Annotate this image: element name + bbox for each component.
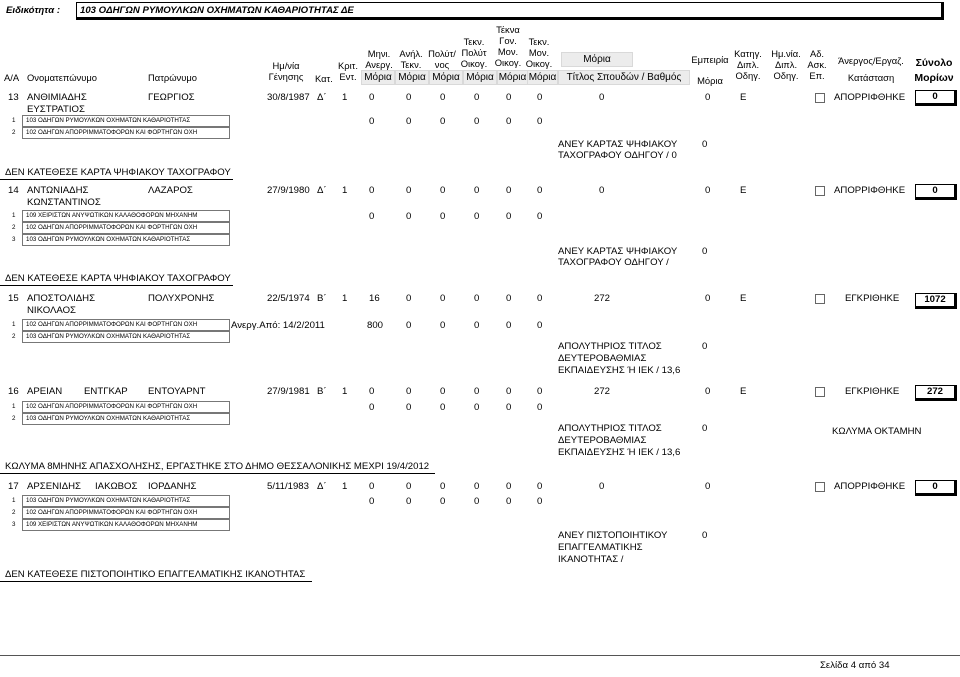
study-line: ΑΝΕΥ ΚΑΡΤΑΣ ΨΗΦΙΑΚΟΥ: [558, 246, 678, 257]
pref-m6: 0: [537, 496, 543, 507]
hdr-cat: Κατ.: [315, 73, 333, 84]
hdr-tekn-1: Τεκν.: [463, 36, 485, 47]
study-line: ΕΠΑΓΓΕΛΜΑΤΙΚΗΣ: [558, 542, 643, 553]
cand-total: 0: [915, 480, 957, 496]
cand-aa: 13: [8, 92, 19, 103]
hdr-exp-1: Εμπειρία: [691, 54, 729, 65]
cand-surname: ΑΠΟΣΤΟΛΙΔΗΣ: [27, 293, 96, 304]
cand-m1: 0: [369, 386, 375, 397]
hdr-total: [908, 57, 960, 84]
cand-m4: 0: [474, 293, 480, 304]
unemployed-since: Ανεργ.Από: 14/2/2011: [231, 320, 325, 331]
page-number: Σελίδα 4 από 34: [820, 660, 890, 671]
pref-num: 2: [12, 509, 16, 516]
cand-m4: 0: [474, 386, 480, 397]
pref-m1: 0: [369, 116, 375, 127]
pref-m5: 0: [506, 496, 512, 507]
cand-m6: 0: [537, 92, 543, 103]
pref-num: 1: [12, 117, 16, 124]
hdr-crit-2: Εντ.: [339, 71, 357, 82]
hdr-tg-1: Τέκνα: [496, 24, 520, 35]
cand-firstname: ΚΩΝΣΤΑΝΤΙΝΟΣ: [27, 197, 101, 208]
hdr-lcat-2: Διπλ.: [736, 59, 760, 70]
cand-license: Ε: [740, 92, 747, 103]
hdr-tekn: [458, 36, 490, 69]
pref-spec-text: 103 ΟΔΗΓΩΝ ΡΥΜΟΥΛΚΩΝ ΟΧΗΜΑΤΩΝ ΚΑΘΑΡΙΟΤΗΤΑΣ: [26, 236, 191, 243]
cand-status: ΕΓΚΡΙΘΗΚΕ: [845, 386, 900, 397]
cand-m2: 0: [406, 92, 412, 103]
cand-surname: ΑΡΕΙΑΝ: [27, 386, 63, 397]
hdr-practice-license: [804, 48, 830, 81]
cand-surname: ΑΝΤΩΝΙΑΔΗΣ: [27, 185, 89, 196]
pref-spec-text: 103 ΟΔΗΓΩΝ ΡΥΜΟΥΛΚΩΝ ΟΧΗΜΑΤΩΝ ΚΑΘΑΡΙΟΤΗΤΑΣ: [26, 117, 191, 124]
hdr-moria-6: Μόρια: [528, 72, 557, 83]
pref-num: 1: [12, 321, 16, 328]
hdr-moria-group: Μόρια: [561, 52, 633, 67]
pref-m4: 0: [474, 402, 480, 413]
cand-crit: 1: [342, 92, 348, 103]
pref-spec-text: 102 ΟΔΗΓΩΝ ΑΠΟΡΡΙΜΜΑΤΟΦΟΡΩΝ ΚΑΙ ΦΟΡΤΗΓΩΝ ΟΧΗ: [26, 224, 198, 231]
pref-num: 1: [12, 497, 16, 504]
pref-spec-text: 102 ΟΔΗΓΩΝ ΑΠΟΡΡΙΜΜΑΤΟΦΟΡΩΝ ΚΑΙ ΦΟΡΤΗΓΩΝ ΟΧΗ: [26, 403, 198, 410]
study-line: ΤΑΧΟΓΡΑΦΟΥ ΟΔΗΓΟΥ / 0: [558, 150, 677, 161]
cand-m4: 0: [474, 481, 480, 492]
pref-m1: 0: [369, 402, 375, 413]
cand-aa: 16: [8, 386, 19, 397]
cand-cat: Β΄: [317, 386, 327, 397]
pref-m6: 0: [537, 402, 543, 413]
pref-spec: [22, 401, 230, 413]
cand-firstname: ΕΝΤΓΚΑΡ: [84, 386, 128, 397]
cand-birth: 27/9/1981: [267, 386, 310, 397]
cand-total: 272: [915, 385, 957, 401]
pref-spec-text: 103 ΟΔΗΓΩΝ ΡΥΜΟΥΛΚΩΝ ΟΧΗΜΑΤΩΝ ΚΑΘΑΡΙΟΤΗΤΑΣ: [26, 415, 191, 422]
pref-m1: 0: [369, 211, 375, 222]
hdr-tg-4: Οικογ.: [494, 57, 522, 68]
study-line: ΑΝΕΥ ΚΑΡΤΑΣ ΨΗΦΙΑΚΟΥ: [558, 139, 678, 150]
cand-m1: 0: [369, 92, 375, 103]
cand-cat: Δ΄: [317, 92, 327, 103]
pref-m1: 800: [367, 320, 384, 331]
cand-cat: Β΄: [317, 293, 327, 304]
pref-m6: 0: [537, 116, 543, 127]
pref-spec: [22, 413, 230, 425]
restriction-side-note: ΚΩΛΥΜΑ ΟΚΤΑΜΗΝ: [832, 426, 922, 437]
pref-m1: 0: [369, 496, 375, 507]
hdr-moria-4: Μόρια: [463, 70, 497, 85]
practice-license-checkbox[interactable]: [815, 387, 825, 397]
hdr-child-single: [523, 36, 555, 69]
cand-study-moria: 272: [594, 293, 611, 304]
cand-m5: 0: [506, 386, 512, 397]
cand-m5: 0: [506, 481, 512, 492]
cand-m3: 0: [440, 293, 446, 304]
cand-total: 0: [915, 184, 957, 200]
hdr-birth-2: Γένησης: [268, 71, 304, 82]
hdr-license-cat: [730, 48, 766, 81]
pref-spec: [22, 519, 230, 531]
pref-spec-text: 102 ΟΔΗΓΩΝ ΑΠΟΡΡΙΜΜΑΤΟΦΟΡΩΝ ΚΑΙ ΦΟΡΤΗΓΩΝ ΟΧΗ: [26, 321, 198, 328]
candidate-note: ΔΕΝ ΚΑΤΕΘΕΣΕ ΚΑΡΤΑ ΨΗΦΙΑΚΟΥ ΤΑΧΟΓΡΑΦΟΥ: [5, 273, 231, 284]
hdr-tekn-2: Πολύτ: [461, 47, 487, 58]
cand-m6: 0: [537, 293, 543, 304]
cand-m3: 0: [440, 481, 446, 492]
hdr-tm-2: Μον.: [528, 47, 550, 58]
pref-spec: [22, 331, 230, 343]
hdr-status-1: Άνεργος/Εργαζ.: [838, 55, 904, 66]
pref-m5: 0: [506, 211, 512, 222]
hdr-ldate-2: Διπλ.: [774, 59, 798, 70]
cand-aa: 17: [8, 481, 19, 492]
cand-total: 0: [915, 90, 957, 106]
study-line: ΑΠΟΛΥΤΗΡΙΟΣ ΤΙΤΛΟΣ: [558, 423, 662, 434]
hdr-experience: [688, 54, 732, 86]
cand-m6: 0: [537, 386, 543, 397]
cand-exp: 0: [705, 386, 711, 397]
note-underline: [0, 581, 312, 582]
pref-num: 3: [12, 236, 16, 243]
pref-num: 1: [12, 212, 16, 219]
cand-m4: 0: [474, 185, 480, 196]
cand-cat: Δ΄: [317, 481, 327, 492]
cand-license: Ε: [740, 185, 747, 196]
pref-spec: [22, 222, 230, 234]
hdr-total-2: Μορίων: [914, 72, 954, 84]
pref-m2: 0: [406, 211, 412, 222]
hdr-unemp-1: Μηνι.: [367, 48, 391, 59]
pref-spec-text: 109 ΧΕΙΡΙΣΤΩΝ ΑΝΥΨΩΤΙΚΩΝ ΚΑΛΑΘΟΦΟΡΩΝ ΜΗΧΑΝΗΜ: [26, 212, 198, 219]
pref-spec: [22, 319, 230, 331]
pref-num: 2: [12, 129, 16, 136]
study-moria-value: 0: [702, 423, 708, 434]
pref-spec: [22, 495, 230, 507]
hdr-multi: [426, 48, 458, 70]
hdr-multi-1: Πολύτ/: [428, 48, 456, 59]
cand-birth: 5/11/1983: [267, 481, 309, 492]
cand-study-moria: 0: [599, 481, 605, 492]
cand-father: ΓΕΩΡΓΙΟΣ: [148, 92, 195, 103]
pref-m4: 0: [474, 116, 480, 127]
footer-rule: [0, 655, 960, 656]
cand-status: ΑΠΟΡΡΙΦΘΗΚΕ: [834, 92, 906, 103]
study-line: ΕΚΠΑΙΔΕΥΣΗΣ Ή ΙΕΚ / 13,6: [558, 365, 681, 376]
cand-exp: 0: [705, 293, 711, 304]
pref-spec-text: 109 ΧΕΙΡΙΣΤΩΝ ΑΝΥΨΩΤΙΚΩΝ ΚΑΛΑΘΟΦΟΡΩΝ ΜΗΧΑΝΗΜ: [26, 521, 198, 528]
hdr-aa: Α/Α: [4, 72, 20, 83]
note-underline: [0, 179, 233, 180]
cand-crit: 1: [342, 386, 348, 397]
study-moria-value: 0: [702, 341, 708, 352]
candidate-note: ΔΕΝ ΚΑΤΕΘΕΣΕ ΠΙΣΤΟΠΟΙΗΤΙΚΟ ΕΠΑΓΓΕΛΜΑΤΙΚΗΣ ΙΚΑΝΟΤΗΤΑΣ: [5, 569, 306, 580]
hdr-tg-3: Μον.: [497, 46, 519, 57]
pref-spec: [22, 507, 230, 519]
study-line: ΙΚΑΝΟΤΗΤΑΣ /: [558, 554, 624, 565]
practice-license-checkbox[interactable]: [815, 93, 825, 103]
cand-birth: 22/5/1974: [267, 293, 310, 304]
hdr-name: Ονοματεπώνυμο: [27, 72, 97, 83]
pref-m2: 0: [406, 402, 412, 413]
pref-m4: 0: [474, 496, 480, 507]
pref-m3: 0: [440, 402, 446, 413]
hdr-exp-2: Μόρια: [697, 75, 723, 86]
cand-father: ΠΟΛΥΧΡΟΝΗΣ: [148, 293, 215, 304]
hdr-tekn-3: Οικογ.: [460, 58, 488, 69]
hdr-lcat-3: Οδηγ.: [735, 70, 761, 81]
pref-m6: 0: [537, 320, 543, 331]
pref-num: 2: [12, 415, 16, 422]
cand-surname: ΑΝΘΙΜΙΑΔΗΣ: [27, 92, 87, 103]
cand-firstname: ΕΥΣΤΡΑΤΙΟΣ: [27, 104, 85, 115]
pref-m3: 0: [440, 116, 446, 127]
pref-num: 1: [12, 403, 16, 410]
hdr-birth: [266, 60, 306, 82]
study-line: ΑΠΟΛΥΤΗΡΙΟΣ ΤΙΤΛΟΣ: [558, 341, 662, 352]
hdr-license-date: [768, 48, 804, 81]
note-underline: [0, 473, 435, 474]
pref-m4: 0: [474, 320, 480, 331]
practice-license-checkbox[interactable]: [815, 482, 825, 492]
pref-m3: 0: [440, 496, 446, 507]
hdr-study: Τίτλος Σπουδών / Βαθμός: [558, 70, 690, 85]
cand-study-moria: 0: [599, 185, 605, 196]
cand-cat: Δ΄: [317, 185, 327, 196]
hdr-ldate-3: Οδηγ.: [773, 70, 799, 81]
candidate-note: ΚΩΛΥΜΑ 8ΜΗΝΗΣ ΑΠΑΣΧΟΛΗΣΗΣ, ΕΡΓΑΣΤΗΚΕ ΣΤΟ ΔΗΜΟ ΘΕΣΣΑΛΟΝΙΚΗΣ ΜΕΧΡΙ 19/4/2012: [5, 461, 430, 472]
cand-m3: 0: [440, 185, 446, 196]
cand-m1: 16: [369, 293, 380, 304]
hdr-tg-2: Γον.: [499, 35, 517, 46]
cand-m6: 0: [537, 481, 543, 492]
cand-m4: 0: [474, 92, 480, 103]
candidate-note: ΔΕΝ ΚΑΤΕΘΕΣΕ ΚΑΡΤΑ ΨΗΦΙΑΚΟΥ ΤΑΧΟΓΡΑΦΟΥ: [5, 167, 231, 178]
pref-m5: 0: [506, 116, 512, 127]
cand-license: Ε: [740, 293, 747, 304]
study-moria-value: 0: [702, 246, 708, 257]
cand-crit: 1: [342, 293, 348, 304]
hdr-status-2: Κατάσταση: [847, 72, 895, 83]
cand-m5: 0: [506, 293, 512, 304]
hdr-single-parent: [491, 24, 525, 68]
study-moria-value: 0: [702, 530, 708, 541]
hdr-lic-1: Αδ.: [809, 48, 825, 59]
study-line: ΔΕΥΤΕΡΟΒΑΘΜΙΑΣ: [558, 435, 647, 446]
pref-spec: [22, 210, 230, 222]
hdr-unemp-2: Ανεργ.: [365, 59, 393, 70]
hdr-minor-1: Ανήλ.: [399, 48, 423, 59]
note-underline: [0, 285, 233, 286]
cand-father: ΛΑΖΑΡΟΣ: [148, 185, 193, 196]
pref-spec: [22, 234, 230, 246]
pref-m3: 0: [440, 320, 446, 331]
cand-birth: 27/9/1980: [267, 185, 310, 196]
hdr-moria-3: Μόρια: [429, 70, 463, 85]
cand-aa: 15: [8, 293, 19, 304]
study-line: ΤΑΧΟΓΡΑΦΟΥ ΟΔΗΓΟΥ /: [558, 257, 669, 268]
hdr-lcat-1: Κατηγ.: [734, 48, 762, 59]
hdr-total-1: Σύνολο: [915, 57, 953, 69]
pref-spec-text: 102 ΟΔΗΓΩΝ ΑΠΟΡΡΙΜΜΑΤΟΦΟΡΩΝ ΚΑΙ ΦΟΡΤΗΓΩΝ ΟΧΗ: [26, 509, 198, 516]
cand-m2: 0: [406, 481, 412, 492]
hdr-tm-3: Οικογ.: [525, 58, 553, 69]
cand-status: ΑΠΟΡΡΙΦΘΗΚΕ: [834, 481, 906, 492]
pref-num: 2: [12, 224, 16, 231]
hdr-minor: [397, 48, 425, 70]
cand-total: 1072: [915, 293, 957, 309]
cand-exp: 0: [705, 92, 711, 103]
hdr-birth-1: Ημ/νία: [272, 60, 300, 71]
hdr-moria-2: Μόρια: [395, 70, 429, 85]
pref-m2: 0: [406, 496, 412, 507]
cand-birth: 30/8/1987: [267, 92, 310, 103]
hdr-moria-5: Μόρια: [498, 72, 527, 83]
pref-num: 3: [12, 521, 16, 528]
study-line: ΕΚΠΑΙΔΕΥΣΗΣ Ή ΙΕΚ / 13,6: [558, 447, 681, 458]
practice-license-checkbox[interactable]: [815, 186, 825, 196]
pref-m2: 0: [406, 320, 412, 331]
pref-m4: 0: [474, 211, 480, 222]
hdr-status: [831, 55, 911, 83]
cand-father: ΕΝΤΟΥΑΡΝΤ: [148, 386, 206, 397]
cand-m1: 0: [369, 481, 375, 492]
pref-spec-text: 103 ΟΔΗΓΩΝ ΡΥΜΟΥΛΚΩΝ ΟΧΗΜΑΤΩΝ ΚΑΘΑΡΙΟΤΗΤΑΣ: [26, 497, 191, 504]
pref-m5: 0: [506, 402, 512, 413]
cand-m5: 0: [506, 185, 512, 196]
cand-crit: 1: [342, 185, 348, 196]
pref-spec: [22, 127, 230, 139]
cand-study-moria: 0: [599, 92, 605, 103]
cand-exp: 0: [705, 185, 711, 196]
cand-m3: 0: [440, 386, 446, 397]
cand-status: ΕΓΚΡΙΘΗΚΕ: [845, 293, 900, 304]
cand-father: ΙΟΡΔΑΝΗΣ: [148, 481, 197, 492]
specialty-field: [76, 2, 944, 20]
pref-m5: 0: [506, 320, 512, 331]
study-line: ΔΕΥΤΕΡΟΒΑΘΜΙΑΣ: [558, 353, 647, 364]
pref-num: 2: [12, 333, 16, 340]
hdr-crit: [336, 60, 360, 82]
cand-surname: ΑΡΣΕΝΙΔΗΣ: [27, 481, 81, 492]
cand-crit: 1: [342, 481, 348, 492]
cand-m6: 0: [537, 185, 543, 196]
hdr-multi-2: νος: [434, 59, 450, 70]
hdr-tm-1: Τεκν.: [528, 36, 550, 47]
hdr-ldate-1: Ημ.νία.: [771, 48, 801, 59]
pref-spec-text: 102 ΟΔΗΓΩΝ ΑΠΟΡΡΙΜΜΑΤΟΦΟΡΩΝ ΚΑΙ ΦΟΡΤΗΓΩΝ ΟΧΗ: [26, 129, 198, 136]
pref-m3: 0: [440, 211, 446, 222]
cand-m2: 0: [406, 386, 412, 397]
pref-spec-text: 103 ΟΔΗΓΩΝ ΡΥΜΟΥΛΚΩΝ ΟΧΗΜΑΤΩΝ ΚΑΘΑΡΙΟΤΗΤΑΣ: [26, 333, 191, 340]
specialty-value: 103 ΟΔΗΓΩΝ ΡΥΜΟΥΛΚΩΝ ΟΧΗΜΑΤΩΝ ΚΑΘΑΡΙΟΤΗΤΑΣ ΔΕ: [80, 5, 354, 16]
hdr-father: Πατρώνυμο: [148, 72, 197, 83]
study-line: ΑΝΕΥ ΠΙΣΤΟΠΟΙΗΤΙΚΟΥ: [558, 530, 668, 541]
cand-aa: 14: [8, 185, 19, 196]
pref-spec: [22, 115, 230, 127]
specialty-label: Ειδικότητα :: [6, 5, 61, 16]
cand-m3: 0: [440, 92, 446, 103]
hdr-moria-1: Μόρια: [361, 70, 395, 85]
cand-firstname: ΝΙΚΟΛΑΟΣ: [27, 305, 76, 316]
study-moria-value: 0: [702, 139, 708, 150]
cand-study-moria: 272: [594, 386, 611, 397]
cand-m2: 0: [406, 185, 412, 196]
hdr-crit-1: Κριτ.: [338, 60, 358, 71]
hdr-lic-2: Ασκ.: [807, 59, 827, 70]
pref-m2: 0: [406, 116, 412, 127]
cand-license: Ε: [740, 386, 747, 397]
cand-status: ΑΠΟΡΡΙΦΘΗΚΕ: [834, 185, 906, 196]
cand-firstname: ΙΑΚΩΒΟΣ: [95, 481, 138, 492]
cand-exp: 0: [705, 481, 711, 492]
hdr-unemp: [364, 48, 394, 70]
cand-m1: 0: [369, 185, 375, 196]
pref-m6: 0: [537, 211, 543, 222]
hdr-minor-2: Τεκν.: [400, 59, 422, 70]
cand-m5: 0: [506, 92, 512, 103]
practice-license-checkbox[interactable]: [815, 294, 825, 304]
hdr-lic-3: Επ.: [809, 70, 825, 81]
cand-m2: 0: [406, 293, 412, 304]
